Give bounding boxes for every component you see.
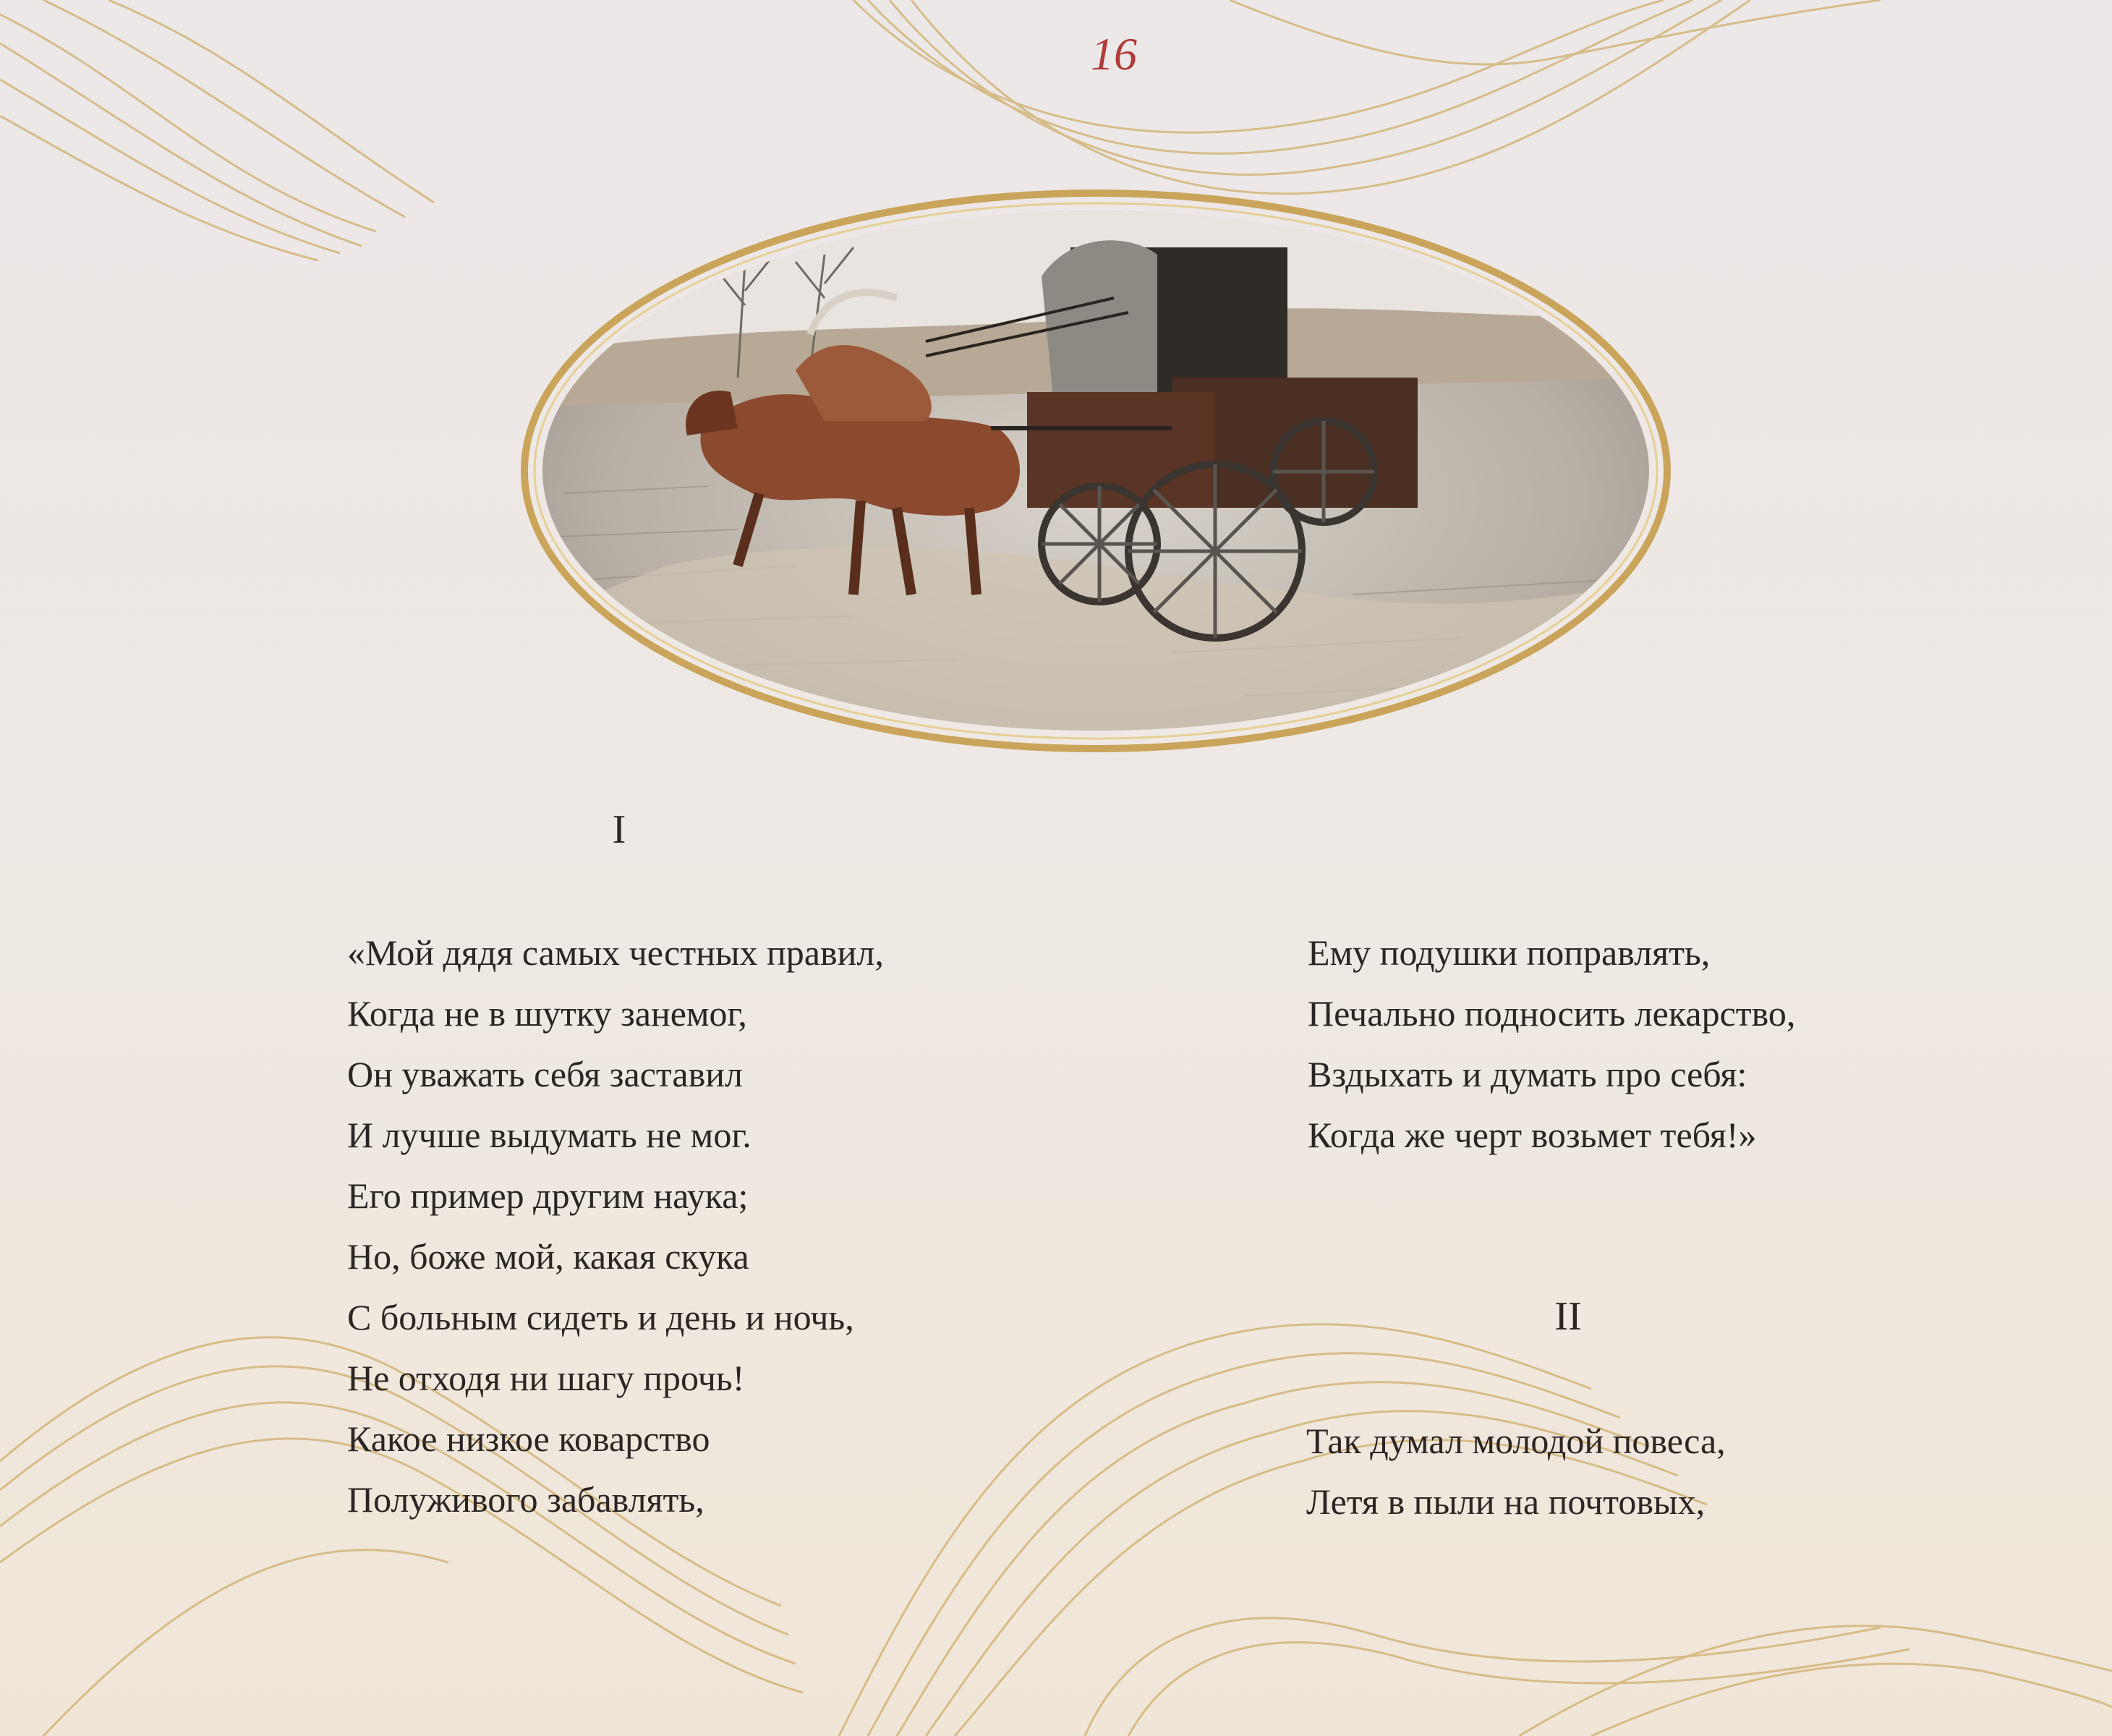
chapter-numeral: II bbox=[1554, 1294, 1582, 1339]
verse-line: Так думал молодой повеса, bbox=[1306, 1421, 1726, 1461]
verse-line: Когда же черт возьмет тебя!» bbox=[1308, 1115, 1757, 1155]
verse-line: И лучше выдумать не мог. bbox=[347, 1115, 751, 1155]
verse-line: «Мой дядя самых честных правил, bbox=[347, 932, 884, 973]
verse-line: Не отходя ни шагу прочь! bbox=[347, 1358, 745, 1398]
carriage-illustration bbox=[521, 190, 1671, 752]
verse-line: Его пример другим наука; bbox=[347, 1175, 749, 1216]
verse-line: С больным сидеть и день и ночь, bbox=[347, 1297, 854, 1337]
verse-line: Ему подушки поправлять, bbox=[1308, 932, 1711, 973]
verse-line: Когда не в шутку занемог, bbox=[347, 993, 747, 1034]
verse-line: Но, боже мой, какая скука bbox=[347, 1236, 749, 1277]
verse-line: Печально подносить лекарство, bbox=[1308, 993, 1796, 1034]
chapter-numeral: I bbox=[612, 807, 626, 852]
verse-line: Летя в пыли на почтовых, bbox=[1306, 1481, 1706, 1522]
page-number: 16 bbox=[1091, 28, 1137, 80]
verse-line: Полуживого забавлять, bbox=[347, 1479, 704, 1520]
verse-column-left bbox=[347, 922, 884, 1530]
verse-line: Какое низкое коварство bbox=[347, 1418, 710, 1459]
verse-line: Он уважать себя заставил bbox=[347, 1054, 743, 1094]
verse-column-right-chapter-2 bbox=[1306, 1410, 1726, 1532]
verse-line: Вздыхать и думать про себя: bbox=[1308, 1054, 1747, 1094]
verse-column-right bbox=[1308, 922, 1795, 1165]
